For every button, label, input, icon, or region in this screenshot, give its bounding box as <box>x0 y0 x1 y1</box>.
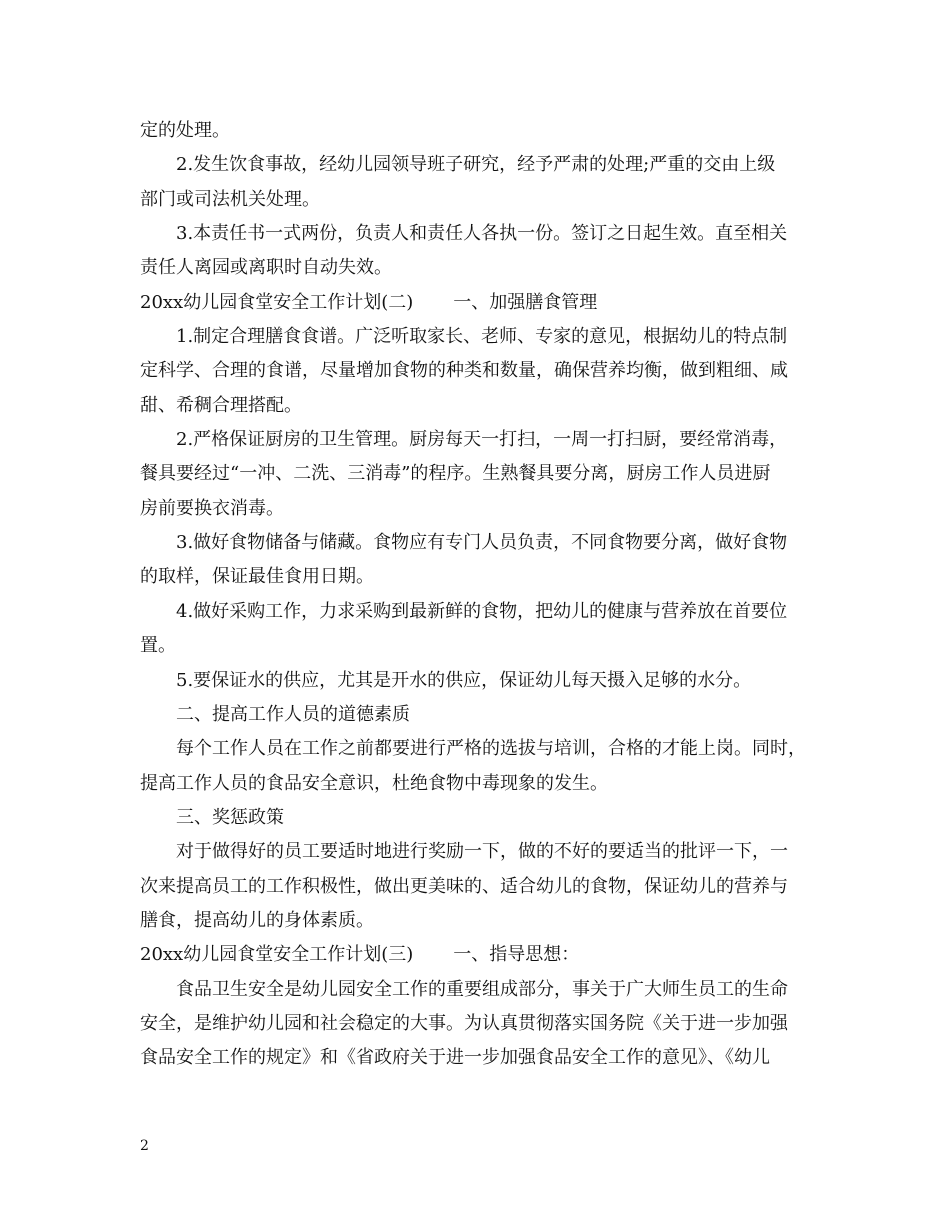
text-line-23 <box>140 870 830 904</box>
line-text: 的取样，保证最佳食用日期。 <box>140 566 374 588</box>
text-line-12 <box>140 492 830 526</box>
text-line-14 <box>140 560 830 594</box>
text-line-17 <box>140 664 830 698</box>
section-title-plan-3 <box>140 938 830 972</box>
line-text: 2.发生饮食事故，经幼儿园领导班子研究，经予严肃的处理;严重的交由上级 <box>176 154 776 176</box>
line-text: 二、提高工作人员的道德素质 <box>176 703 410 725</box>
line-text: 1.制定合理膳食食谱。广泛听取家长、老师、专家的意见，根据幼儿的特点制 <box>176 326 788 348</box>
line-text: 提高工作人员的食品安全意识，杜绝食物中毒现象的发生。 <box>140 772 608 794</box>
line-text: 5.要保证水的供应，尤其是开水的供应，保证幼儿每天摄入足够的水分。 <box>176 669 752 691</box>
line-text: 三、奖惩政策 <box>176 806 284 828</box>
text-line-3 <box>140 183 830 217</box>
line-text: 对于做得好的员工要适时地进行奖励一下，做的不好的要适当的批评一下，一 <box>176 841 788 863</box>
line-text: 房前要换衣消毒。 <box>140 497 284 519</box>
line-text: 3.本责任书一式两份，负责人和责任人各执一份。签订之日起生效。直至相关 <box>176 223 788 245</box>
subheading-rewards-penalties <box>140 801 830 835</box>
text-line-4 <box>140 217 830 251</box>
line-text: 膳食，提高幼儿的身体素质。 <box>140 909 374 931</box>
text-line-22 <box>140 835 830 869</box>
subheading-staff-ethics <box>140 698 830 732</box>
line-text: 责任人离园或离职时自动失效。 <box>140 257 392 279</box>
document-body <box>140 114 830 1076</box>
text-line-15 <box>140 595 830 629</box>
page-number: 2 <box>140 1138 149 1154</box>
line-text: 次来提高员工的工作积极性，做出更美味的、适合幼儿的食物，保证幼儿的营养与 <box>140 875 788 897</box>
text-line-8 <box>140 354 830 388</box>
line-text: 甜、希稠合理搭配。 <box>140 394 302 416</box>
section-heading: 一、加强膳食管理 <box>453 291 598 313</box>
line-text: 每个工作人员在工作之前都要进行严格的选拔与培训，合格的才能上岗。同时， <box>176 738 806 760</box>
text-line-2 <box>140 148 830 182</box>
plan-title: 20xx幼儿园食堂安全工作计划(三) <box>140 944 414 966</box>
plan-title: 20xx幼儿园食堂安全工作计划(二) <box>140 291 414 313</box>
text-line-20 <box>140 767 830 801</box>
line-text: 食品安全工作的规定》和《省政府关于进一步加强食品安全工作的意见》、《幼儿 <box>140 1047 770 1069</box>
line-text: 食品卫生安全是幼儿园安全工作的重要组成部分，事关于广大师生员工的生命 <box>176 978 788 1000</box>
section-title-plan-2 <box>140 286 830 320</box>
text-line-16 <box>140 629 830 663</box>
text-line-5 <box>140 251 830 285</box>
line-text: 置。 <box>140 635 176 657</box>
text-line-19 <box>140 732 830 766</box>
line-text: 定科学、合理的食谱，尽量增加食物的种类和数量，确保营养均衡，做到粗细、咸 <box>140 360 788 382</box>
text-line-13 <box>140 526 830 560</box>
text-line-24 <box>140 904 830 938</box>
line-text: 餐具要经过“一冲、二洗、三消毒”的程序。生熟餐具要分离，厨房工作人员进厨 <box>140 463 771 485</box>
text-line-1 <box>140 114 830 148</box>
text-line-28 <box>140 1041 830 1075</box>
text-line-11 <box>140 457 830 491</box>
text-line-27 <box>140 1007 830 1041</box>
line-text: 定的处理。 <box>140 120 230 141</box>
line-text: 安全，是维护幼儿园和社会稳定的大事。为认真贯彻落实国务院《关于进一步加强 <box>140 1012 788 1034</box>
section-heading: 一、指导思想： <box>453 944 580 966</box>
line-text: 3.做好食物储备与储藏。食物应有专门人员负责，不同食物要分离，做好食物 <box>176 532 788 554</box>
line-text: 4.做好采购工作，力求采购到最新鲜的食物，把幼儿的健康与营养放在首要位 <box>176 600 788 622</box>
text-line-9 <box>140 389 830 423</box>
text-line-7 <box>140 320 830 354</box>
line-text: 2.严格保证厨房的卫生管理。厨房每天一打扫，一周一打扫厨，要经常消毒， <box>176 429 788 451</box>
text-line-26 <box>140 973 830 1007</box>
line-text: 部门或司法机关处理。 <box>140 188 320 210</box>
text-line-10 <box>140 423 830 457</box>
